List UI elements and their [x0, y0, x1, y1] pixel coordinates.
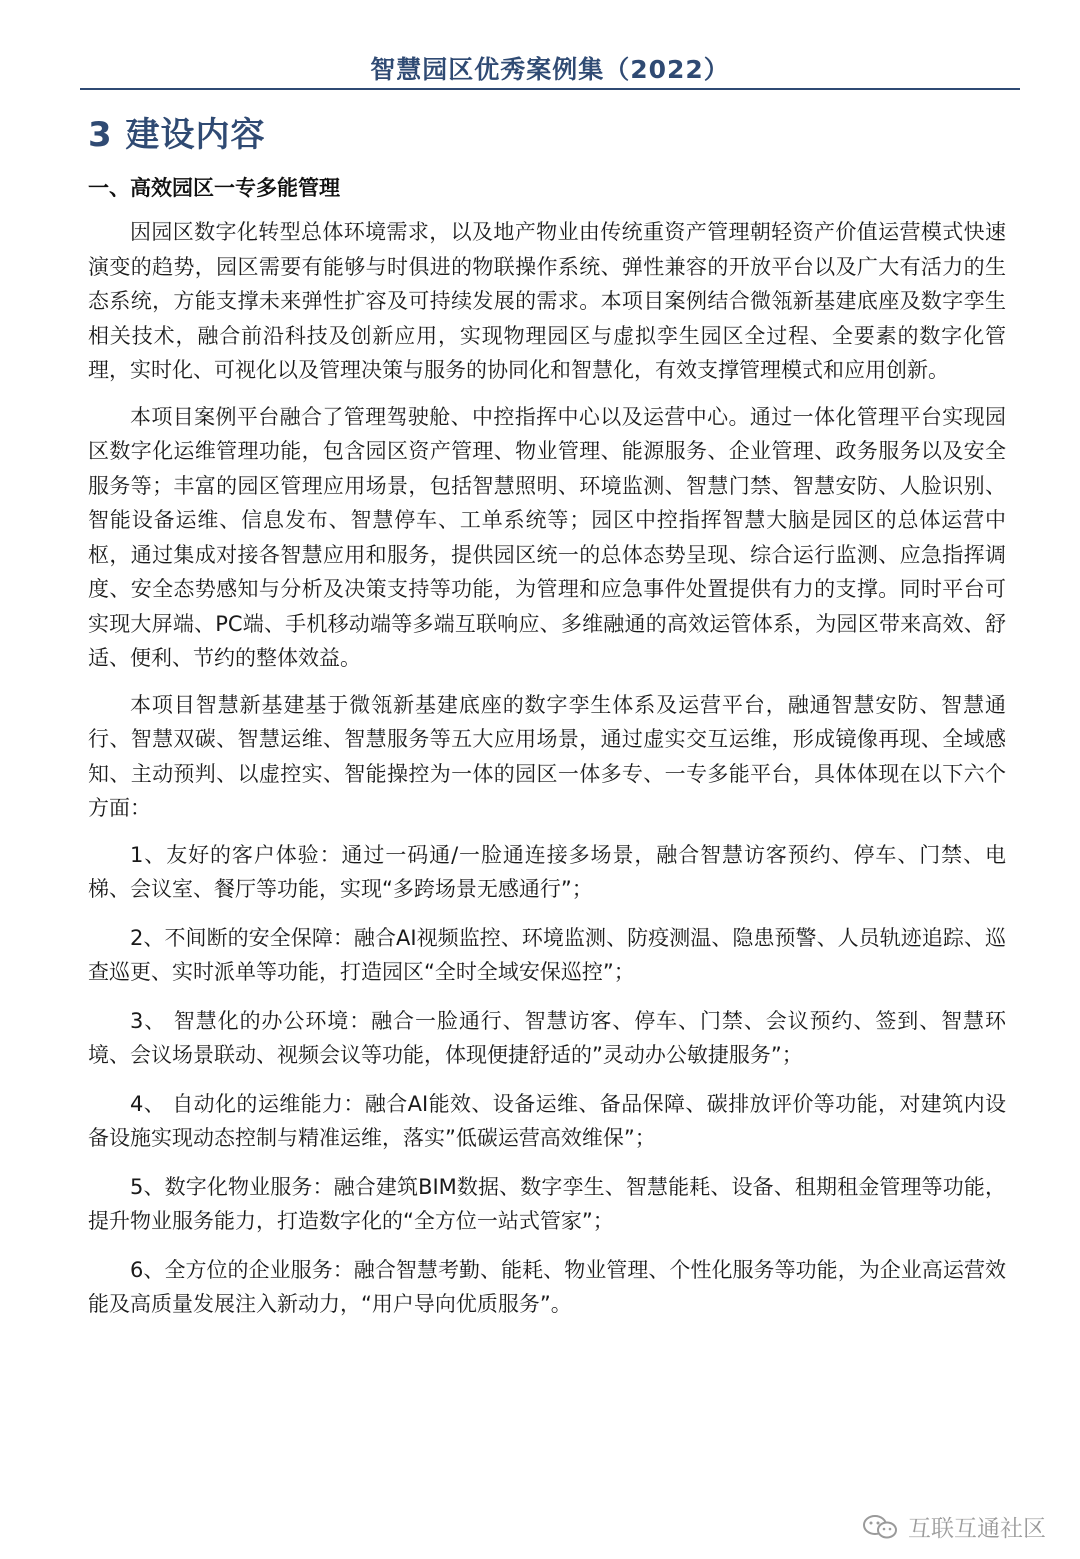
watermark: [862, 1510, 1046, 1543]
body-content: [88, 215, 1006, 1336]
list-item-enterprise-service: 6、全方位的企业服务：融合智慧考勤、能耗、物业管理、个性化服务等功能，为企业高运营效能及高质量发展注入新动力，“用户导向优质服务”。: [88, 1257, 1006, 1316]
list-item-operations: 4、 自动化的运维能力：融合AI能效、设备运维、备品保障、碳排放评价等功能，对建筑内设备设施实现动态控制与精准运维，落实”低碳运营高效维保”；: [88, 1091, 1006, 1150]
section-heading: 一、高效园区一专多能管理: [88, 176, 340, 200]
paragraph-infrastructure: 本项目智慧新基建基于微瓴新基建底座的数字孪生体系及运营平台，融通智慧安防、智慧通行、智慧双碳、智慧运维、智慧服务等五大应用场景，通过虚实交互运维，形成镜像再现、全域感知、主动预判、以虚控实、智能操控为一体的园区一体多专、一专多能平台，具体体现在以下六个方面：: [88, 692, 1006, 820]
watermark-text: 互联互通社区: [908, 1516, 1046, 1542]
list-item-property-service: 5、数字化物业服务：融合建筑BIM数据、数字孪生、智慧能耗、设备、租期租金管理等功能，提升物业服务能力，打造数字化的“全方位一站式管家”；: [88, 1174, 1006, 1233]
chapter-title: 3 建设内容: [88, 115, 266, 155]
paragraph-intro: 因园区数字化转型总体环境需求，以及地产物业由传统重资产管理朝轻资产价值运营模式快速演变的趋势，园区需要有能够与时俱进的物联操作系统、弹性兼容的开放平台以及广大有活力的生态系统，方能支撑未来弹性扩容及可持续发展的需求。本项目案例结合微瓴新基建底座及数字孪生相关技术，融合前沿科技及创新应用，实现物理园区与虚拟孪生园区全过程、全要素的数字化管理，实时化、可视化以及管理决策与服务的协同化和智慧化，有效支撑管理模式和应用创新。: [88, 220, 1006, 382]
header-divider: [80, 88, 1020, 90]
list-item-customer-experience: 1、友好的客户体验：通过一码通/一脸通连接多场景，融合智慧访客预约、停车、门禁、电梯、会议室、餐厅等功能，实现“多跨场景无感通行”；: [88, 842, 1006, 901]
list-item-office-environment: 3、 智慧化的办公环境：融合一脸通行、智慧访客、停车、门禁、会议预约、签到、智慧环境、会议场景联动、视频会议等功能，体现便捷舒适的”灵动办公敏捷服务”；: [88, 1008, 1006, 1067]
paragraph-platform: 本项目案例平台融合了管理驾驶舱、中控指挥中心以及运营中心。通过一体化管理平台实现园区数字化运维管理功能，包含园区资产管理、物业管理、能源服务、企业管理、政务服务以及安全服务等；丰富的园区管理应用场景，包括智慧照明、环境监测、智慧门禁、智慧安防、人脸识别、智能设备运维、信息发布、智慧停车、工单系统等；园区中控指挥智慧大脑是园区的总体运营中枢，通过集成对接各智慧应用和服务，提供园区统一的总体态势呈现、综合运行监测、应急指挥调度、安全态势感知与分析及决策支持等功能，为管理和应急事件处置提供有力的支撑。同时平台可实现大屏端、PC端、手机移动端等多端互联响应、多维融通的高效运管体系，为园区带来高效、舒适、便利、节约的整体效益。: [88, 404, 1006, 670]
wechat-icon: [862, 1514, 898, 1540]
list-item-security: 2、不间断的安全保障：融合AI视频监控、环境监测、防疫测温、隐患预警、人员轨迹追踪、巡查巡更、实时派单等功能，打造园区“全时全域安保巡控”；: [88, 925, 1006, 984]
running-header-title: 智慧园区优秀案例集（2022）: [370, 55, 730, 84]
